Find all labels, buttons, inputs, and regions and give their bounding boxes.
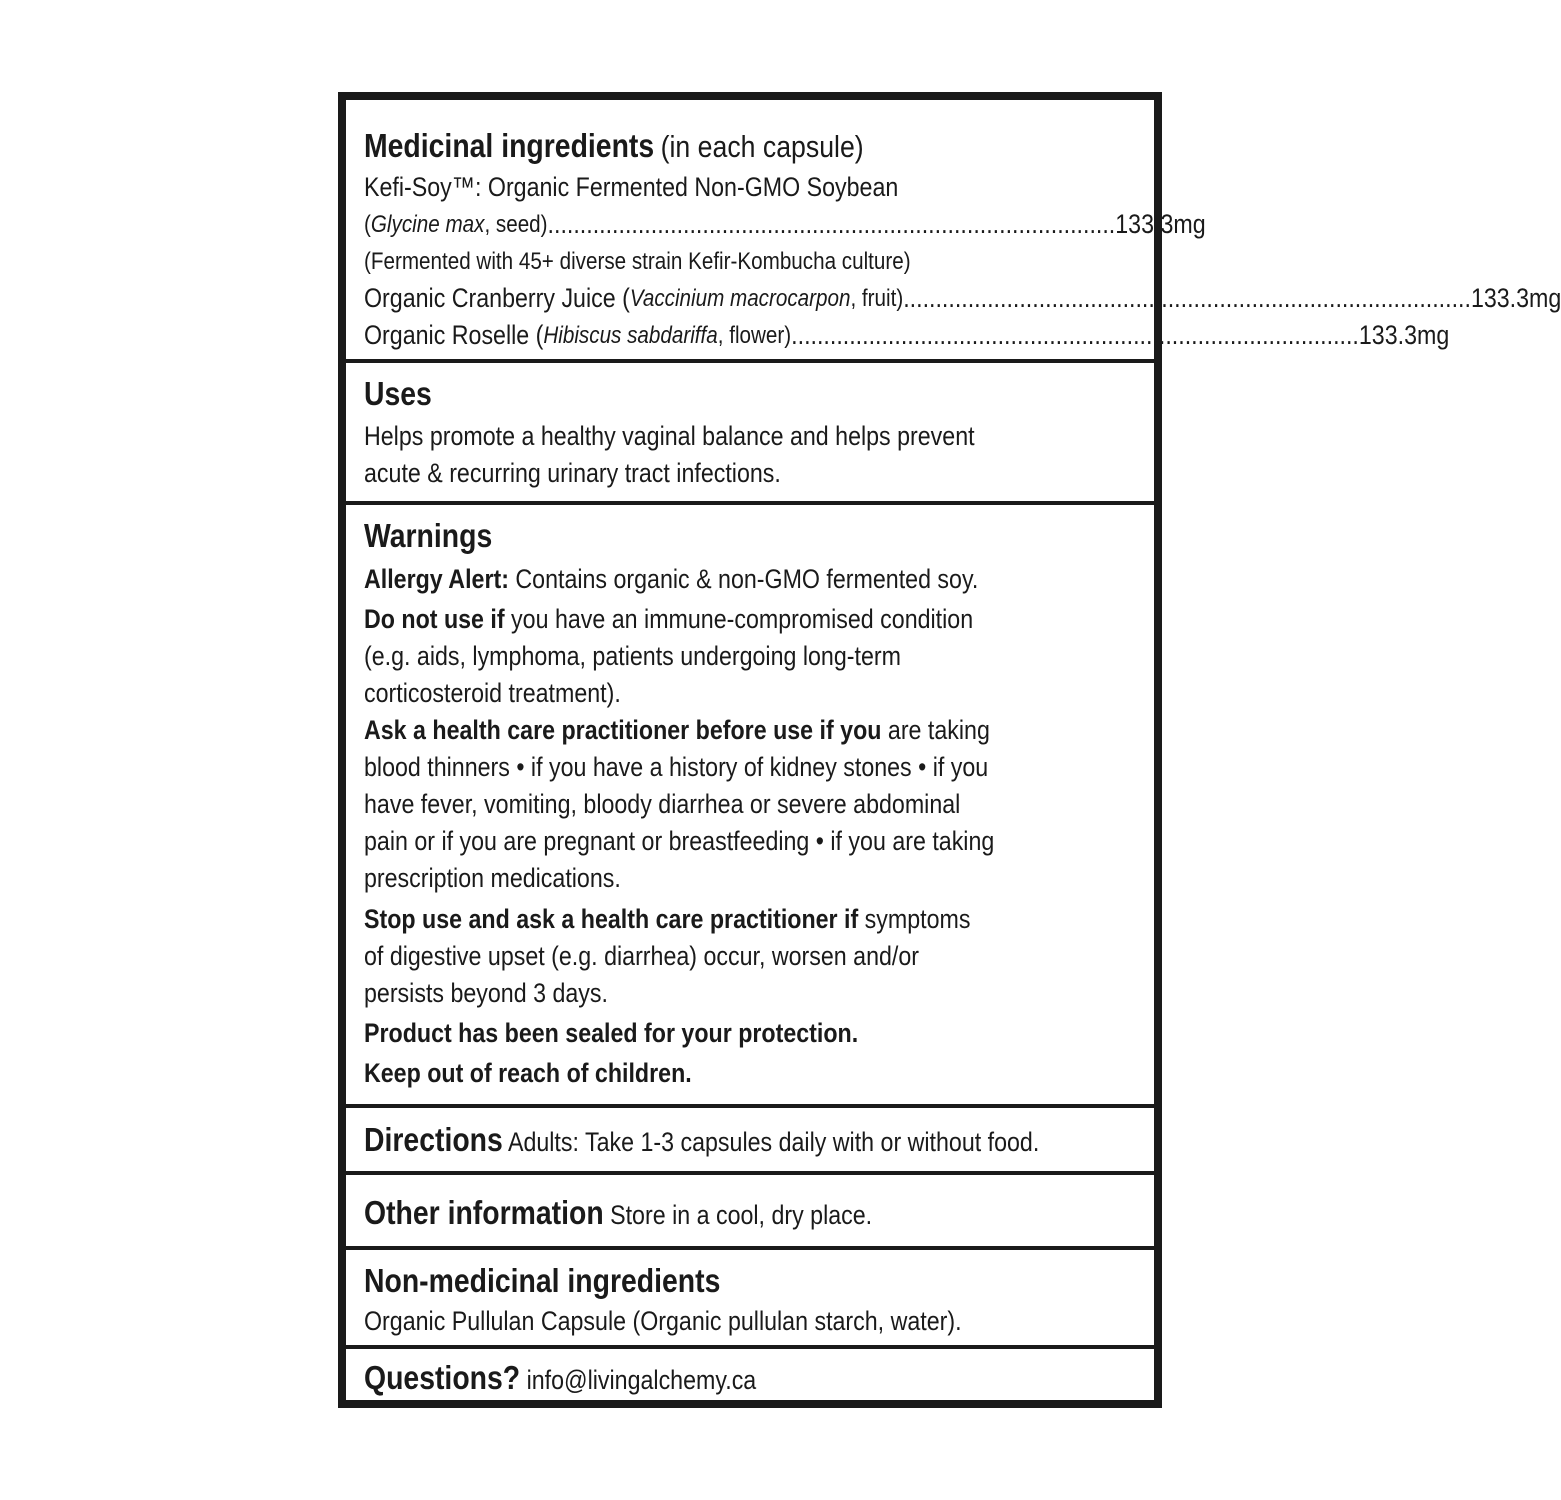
ask-practitioner-line-1: Ask a health care practitioner before use if you are taking [364,715,990,745]
cranberry-amount: 133.3mg [1470,283,1561,313]
do-not-use-line-1: Do not use if you have an immune-compromised condition [364,604,974,634]
section-divider [346,1171,1154,1175]
questions-email: info@livingalchemy.ca [526,1365,757,1395]
leader-dots: ........................................................................................ [547,209,1116,239]
directions-text: Adults: Take 1-3 capsules daily with or without food. [507,1127,1040,1157]
section-divider [346,359,1154,363]
kefi-soy-line: Kefi-Soy™: Organic Fermented Non-GMO Soybean [364,172,899,202]
section-divider [346,1104,1154,1108]
section-divider [346,501,1154,505]
kefi-amount: 133.3mg [1115,209,1206,239]
ask-practitioner-line-5: prescription medications. [364,863,621,893]
stop-use-line-3: persists beyond 3 days. [364,978,608,1008]
stop-use-line-2: of digestive upset (e.g. diarrhea) occur, worsen and/or [364,941,920,971]
product-label-panel [338,92,1561,1408]
questions-heading: Questions? [364,1359,521,1396]
warnings-heading: Warnings [364,517,493,554]
roselle-latin: Hibiscus sabdariffa [543,322,718,349]
leader-dots: ........................................................................................ [903,283,1471,313]
ask-practitioner-line-3: have fever, vomiting, bloody diarrhea or severe abdominal [364,789,961,819]
stop-use-line-1: Stop use and ask a health care practitioner if symptoms [364,904,971,934]
uses-heading: Uses [364,375,432,412]
sealed-notice: Product has been sealed for your protection. [364,1018,859,1048]
other-info-heading: Other information [364,1194,604,1231]
non-medicinal-text: Organic Pullulan Capsule (Organic pullulan starch, water). [364,1306,962,1336]
cranberry-latin: Vaccinium macrocarpon [629,285,851,312]
non-medicinal-heading: Non-medicinal ingredients [364,1262,721,1299]
medicinal-heading-line [364,126,1030,167]
other-info-line [364,1193,1030,1234]
directions-line [364,1120,1040,1161]
ask-practitioner-line-4: pain or if you are pregnant or breastfeeding • if you are taking [364,826,995,856]
kefi-latin: Glycine max [370,211,485,238]
leader-dots: ........................................................................................ [791,320,1359,350]
kefi-note: (Fermented with 45+ diverse strain Kefir-Kombucha culture) [364,248,911,275]
medicinal-heading-note: (in each capsule) [660,129,864,164]
kefi-soy-amount-line: ( Glycine max , seed) ........................................................................................ 133.3mg [364,206,1138,243]
uses-line-1: Helps promote a healthy vaginal balance and helps prevent [364,421,975,451]
uses-line-2: acute & recurring urinary tract infections. [364,458,781,488]
warnings-heading-line [364,516,1030,557]
non-medicinal-heading-line [364,1261,1030,1302]
do-not-use-line-2: (e.g. aids, lymphoma, patients undergoing long-term [364,641,901,671]
roselle-amount: 133.3mg [1358,320,1450,350]
ask-practitioner-line-2: blood thinners • if you have a history of kidney stones • if you [364,752,989,782]
medicinal-heading: Medicinal ingredients [364,127,655,164]
do-not-use-line-3: corticosteroid treatment). [364,678,621,708]
other-info-text: Store in a cool, dry place. [610,1200,873,1230]
section-divider [346,1345,1154,1349]
section-divider [346,1246,1154,1250]
uses-heading-line [364,374,1030,415]
directions-heading: Directions [364,1121,503,1158]
children-notice: Keep out of reach of children. [364,1058,692,1088]
cranberry-line: Organic Cranberry Juice ( Vaccinium macrocarpon , fruit) ........................................................................................ 133.3mg [364,280,1138,317]
roselle-line: Organic Roselle ( Hibiscus sabdariffa , flower) ........................................................................................ 133.3mg [364,317,1138,354]
allergy-alert: Allergy Alert: Contains organic & non-GMO fermented soy. [364,564,979,594]
questions-line [364,1358,1030,1399]
